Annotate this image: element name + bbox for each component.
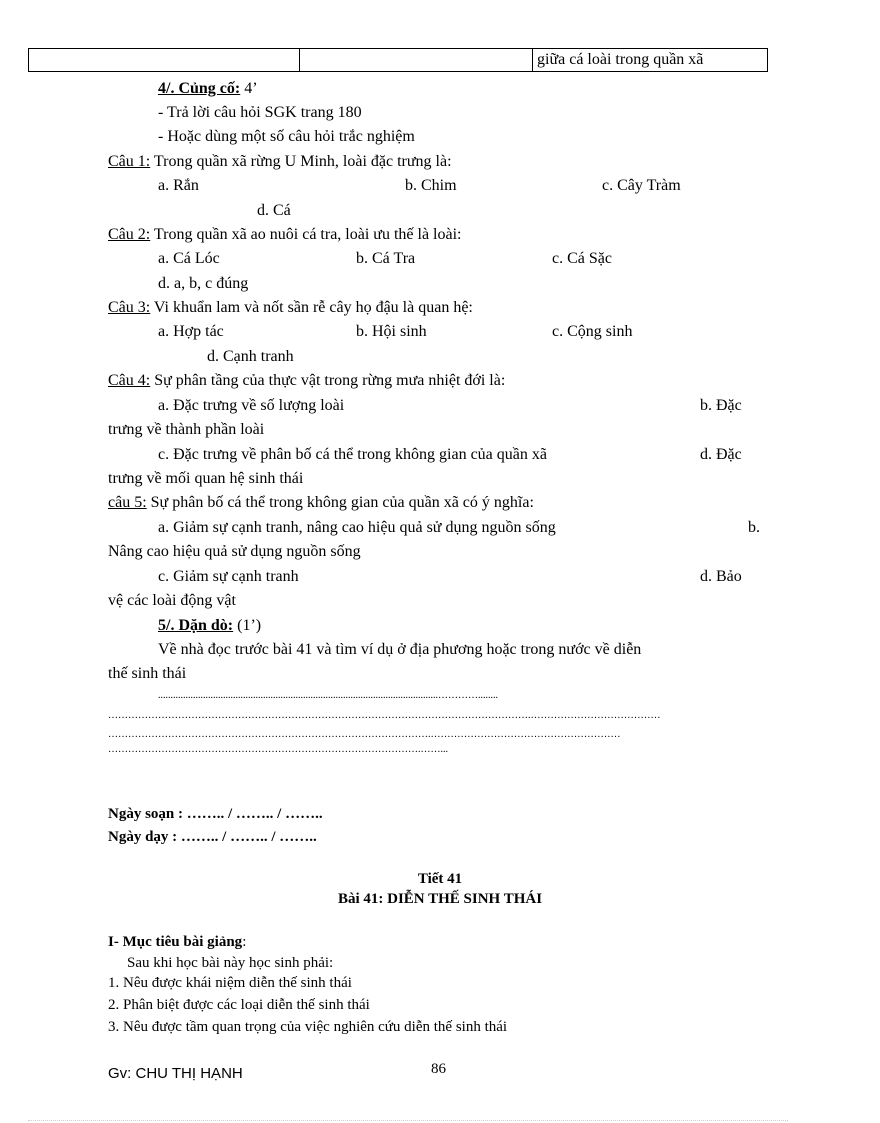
question-label: câu 5: bbox=[108, 494, 147, 511]
option-d-continued: vệ các loài động vật bbox=[108, 592, 236, 609]
question-2 bbox=[108, 226, 462, 244]
cungco-time: 4’ bbox=[240, 80, 258, 97]
lesson-period: Tiết 41 bbox=[417, 871, 463, 887]
question-text: Sự phân tầng của thực vật trong rừng mưa nhiệt đới là: bbox=[150, 372, 506, 389]
question-text: Sự phân bố cá thể trong không gian của quần xã có ý nghĩa: bbox=[146, 494, 534, 511]
option-b-continued: Nâng cao hiệu quả sử dụng nguồn sống bbox=[108, 543, 361, 560]
table-cell bbox=[300, 49, 533, 72]
cungco-heading: 4/. Củng cố: bbox=[158, 80, 241, 97]
option-c: c. Cộng sinh bbox=[552, 323, 633, 340]
dando-heading: 5/. Dặn dò: bbox=[158, 617, 234, 634]
dotted-line: …………………………………………………………………………………….………………………………………………… bbox=[108, 729, 621, 740]
dotted-line: ………………………………………………………………………………….……... bbox=[108, 744, 448, 755]
option-a: a. Hợp tác bbox=[158, 323, 224, 340]
option-d: d. a, b, c đúng bbox=[158, 275, 249, 292]
option-c: c. Cá Sặc bbox=[552, 250, 612, 267]
top-table-row bbox=[28, 48, 768, 72]
question-text: Vi khuẩn lam và nốt sần rễ cây họ đậu là quan hệ: bbox=[150, 299, 473, 316]
objectives-heading-line bbox=[108, 934, 246, 951]
page-bottom-divider bbox=[28, 1120, 788, 1121]
option-d: d. Cá bbox=[257, 202, 291, 219]
option-b-continued: trưng về thành phần loài bbox=[108, 421, 265, 438]
option-b-start: b. bbox=[748, 519, 760, 536]
objectives-colon: : bbox=[242, 934, 247, 950]
objective-item: 2. Phân biệt được các loại diễn thế sinh thái bbox=[108, 997, 370, 1013]
option-d-start: d. Bảo bbox=[700, 568, 742, 585]
footer-teacher: Gv: CHU THỊ HẠNH bbox=[108, 1065, 243, 1082]
option-d-continued: trưng về mối quan hệ sinh thái bbox=[108, 470, 304, 487]
dando-heading-line bbox=[158, 617, 261, 635]
objectives-heading: I- Mục tiêu bài giảng bbox=[108, 934, 243, 950]
cungco-line: - Hoặc dùng một số câu hỏi trắc nghiệm bbox=[158, 128, 415, 145]
question-1 bbox=[108, 153, 452, 171]
date-taught: Ngày dạy : …….. / …….. / …….. bbox=[108, 829, 317, 845]
option-b: b. Hội sinh bbox=[356, 323, 427, 340]
option-d-start: d. Đặc bbox=[700, 446, 742, 463]
dotted-line: ……………………………………………………………………………………………………………….………………………………… bbox=[108, 710, 661, 721]
objectives-intro: Sau khi học bài này học sinh phải: bbox=[127, 955, 334, 971]
question-5 bbox=[108, 494, 534, 512]
option-c: c. Giảm sự cạnh tranh bbox=[158, 568, 299, 585]
question-label: Câu 3: bbox=[108, 299, 151, 316]
question-4 bbox=[108, 372, 505, 390]
option-a: a. Cá Lóc bbox=[158, 250, 220, 267]
question-3 bbox=[108, 299, 473, 317]
option-c: c. Đặc trưng về phân bố cá thể trong không gian của quần xã bbox=[158, 446, 547, 463]
option-a: a. Rắn bbox=[158, 177, 199, 194]
lesson-title: Bài 41: DIỄN THẾ SINH THÁI bbox=[337, 891, 543, 907]
cungco-heading-line bbox=[158, 80, 258, 98]
dando-line: Về nhà đọc trước bài 41 và tìm ví dụ ở địa phương hoặc trong nước về diễn bbox=[158, 641, 642, 658]
question-label: Câu 1: bbox=[108, 153, 151, 170]
table-cell bbox=[29, 49, 300, 72]
page-number: 86 bbox=[431, 1061, 446, 1077]
question-text: Trong quần xã rừng U Minh, loài đặc trưng là: bbox=[150, 153, 452, 170]
objective-item: 1. Nêu được khái niệm diễn thế sinh thái bbox=[108, 975, 352, 991]
table-cell: giữa cá loài trong quần xã bbox=[533, 49, 768, 72]
option-c: c. Cây Tràm bbox=[602, 177, 681, 194]
date-prepared: Ngày soạn : …….. / …….. / …….. bbox=[108, 806, 323, 822]
question-text: Trong quần xã ao nuôi cá tra, loài ưu thế là loài: bbox=[150, 226, 462, 243]
cungco-line: - Trả lời câu hỏi SGK trang 180 bbox=[158, 104, 362, 121]
option-a: a. Đặc trưng về số lượng loài bbox=[158, 397, 345, 414]
question-label: Câu 4: bbox=[108, 372, 151, 389]
dando-line: thế sinh thái bbox=[108, 665, 187, 682]
option-d: d. Cạnh tranh bbox=[207, 348, 294, 365]
option-b-start: b. Đặc bbox=[700, 397, 742, 414]
dando-time: (1’) bbox=[233, 617, 262, 634]
question-label: Câu 2: bbox=[108, 226, 151, 243]
option-b: b. Cá Tra bbox=[356, 250, 416, 267]
option-b: b. Chim bbox=[405, 177, 457, 194]
objective-item: 3. Nêu được tầm quan trọng của việc nghiên cứu diễn thế sinh thái bbox=[108, 1019, 508, 1035]
dotted-line: ................................................................................................................…………........ bbox=[158, 690, 498, 701]
option-a: a. Giảm sự cạnh tranh, nâng cao hiệu quả sử dụng nguồn sống bbox=[158, 519, 556, 536]
